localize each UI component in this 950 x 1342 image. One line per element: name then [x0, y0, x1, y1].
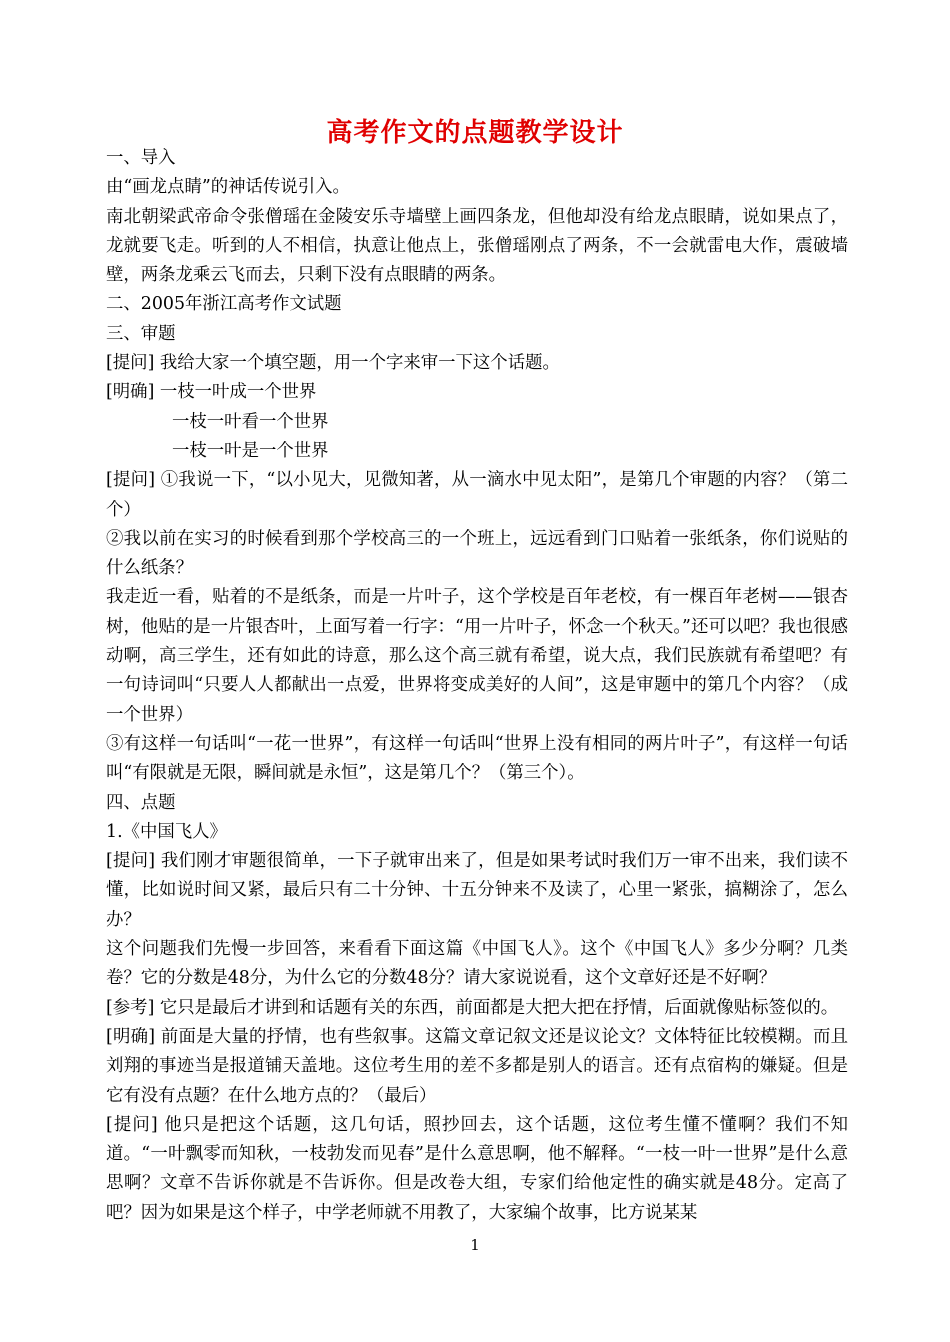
- paragraph: 南北朝梁武帝命令张僧瑶在金陵安乐寺墙壁上画四条龙，但他却没有给龙点眼睛，说如果点了，龙就要飞走。听到的人不相信，执意让他点上，张僧瑶刚点了两条，不一会就雷电大作，震破墙壁，两条龙乘云飞而去，只剩下没有点眼睛的两条。: [106, 206, 848, 286]
- paragraph: [明确] 一枝一叶成一个世界: [106, 382, 317, 403]
- paragraph: [参考] 它只是最后才讲到和话题有关的东西，前面都是大把大把在抒情，后面就像贴标签似的。: [106, 997, 839, 1018]
- paragraph: ③有这样一句话叫“一花一世界”，有这样一句话叫“世界上没有相同的两片叶子”，有这样一句话叫“有限就是无限，瞬间就是永恒”，这是第几个？（第三个）。: [106, 733, 848, 784]
- heading-point-topic: 四、点题: [106, 792, 176, 813]
- paragraph: [提问] 他只是把这个话题，这几句话，照抄回去，这个话题，这位考生懂不懂啊？我们不知道。“一叶飘零而知秋，一枝勃发而见春”是什么意思啊，他不解释。“一枝一叶一世界”是什么意思啊？文章不告诉你就是不告诉你。但是改卷大组，专家们给他定性的确实就是48分。定高了吧？因为如果是这个样子，中学老师就不用教了，大家编个故事，比方说某某: [106, 1114, 848, 1223]
- paragraph: [提问] 我给大家一个填空题，用一个字来审一下这个话题。: [106, 353, 560, 374]
- paragraph: ②我以前在实习的时候看到那个学校高三的一个班上，远远看到门口贴着一张纸条，你们说贴的什么纸条？: [106, 528, 848, 579]
- heading-review: 三、审题: [106, 323, 176, 344]
- paragraph: 我走近一看，贴着的不是纸条，而是一片叶子，这个学校是百年老校，有一棵百年老树——银杏树，他贴的是一片银杏叶，上面写着一行字：“用一片叶子，怀念一个秋天。”还可以吧？我也很感动啊，高三学生，还有如此的诗意，那么这个高三就有希望，说大点，我们民族就有希望吧？有一句诗词叫“只要人人都献出一点爱，世界将变成美好的人间”，这是审题中的第几个内容？（成一个世界）: [106, 587, 848, 725]
- document-title: 高考作文的点题教学设计: [326, 118, 624, 148]
- paragraph-indented: 一枝一叶是一个世界: [172, 440, 329, 461]
- heading-intro: 一、导入: [106, 148, 176, 168]
- paragraph: [提问] 我们刚才审题很简单，一下子就审出来了，但是如果考试时我们万一审不出来，我们读不懂，比如说时间又紧，最后只有二十分钟、十五分钟来不及读了，心里一紧张，搞糊涂了，怎么办？: [106, 851, 848, 930]
- document-body: [106, 144, 848, 1228]
- paragraph: 由“画龙点睛”的神话传说引入。: [106, 177, 350, 198]
- paragraph-indented: 一枝一叶看一个世界: [172, 411, 329, 432]
- paragraph: [明确] 前面是大量的抒情，也有些叙事。这篇文章记叙文还是议论文？文体特征比较模糊。而且刘翔的事迹当是报道铺天盖地。这位考生用的差不多都是别人的语言。还有点宿构的嫌疑。但是它有没有点题？在什么地方点的？（最后）: [106, 1026, 848, 1106]
- paragraph: 这个问题我们先慢一步回答，来看看下面这篇《中国飞人》。这个《中国飞人》多少分啊？几类卷？它的分数是48分，为什么它的分数48分？请大家说说看，这个文章好还是不好啊？: [106, 939, 848, 989]
- subheading: 1.《中国飞人》: [106, 821, 227, 842]
- heading-exam-topic: 二、2005年浙江高考作文试题: [106, 294, 342, 315]
- paragraph: [提问] ①我说一下，“以小见大，见微知著，从一滴水中见太阳”，是第几个审题的内容？（第二个）: [106, 470, 848, 520]
- page-number: 1: [470, 1236, 480, 1254]
